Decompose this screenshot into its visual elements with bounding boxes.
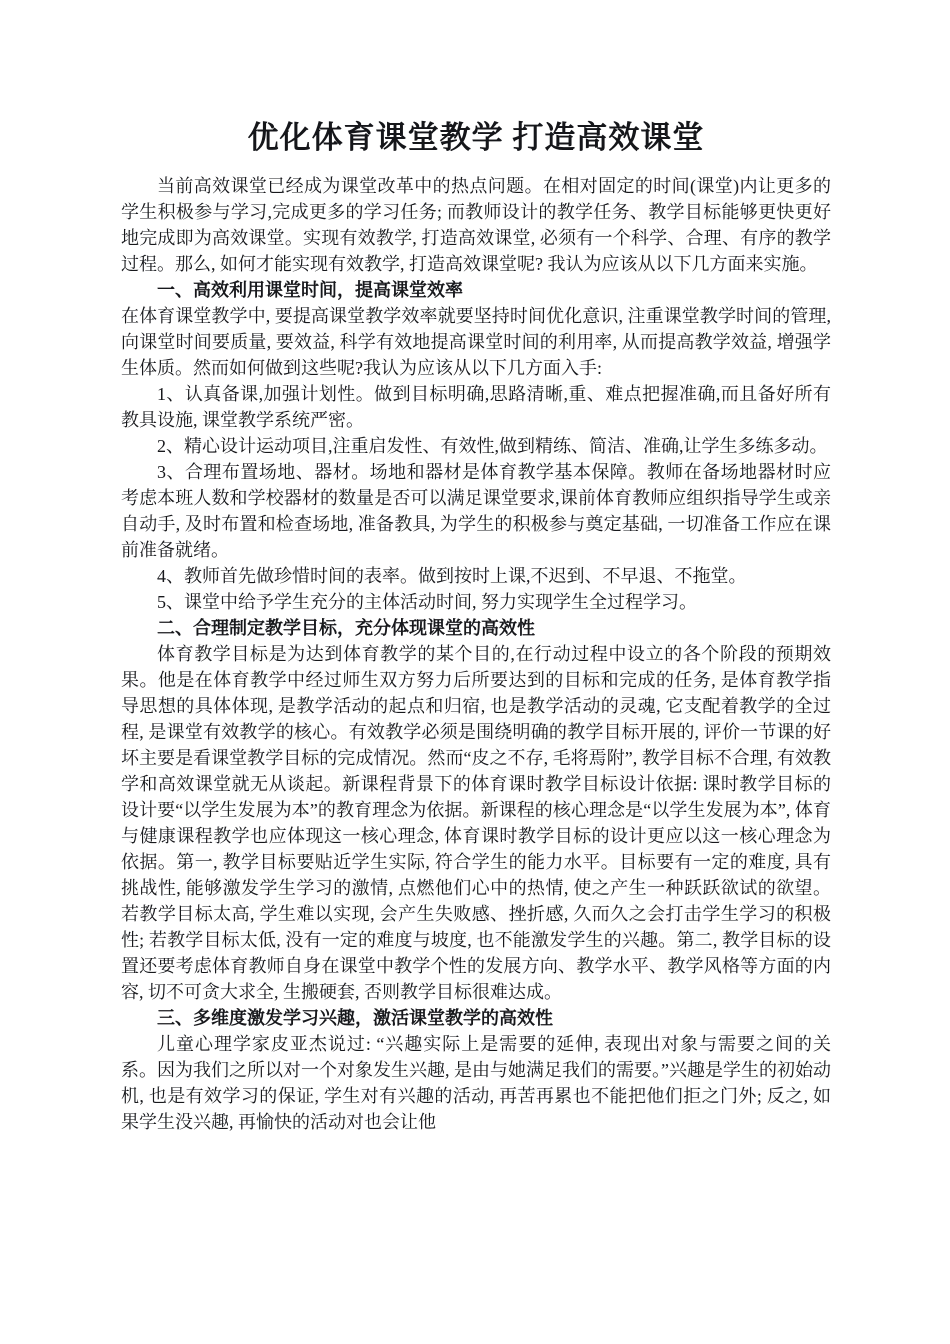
paragraph: 在体育课堂教学中, 要提高课堂教学效率就要坚持时间优化意识, 注重课堂教学时间的管理, 向课堂时间要质量, 要效益, 科学有效地提高课堂时间的利用率, 从而提高教学效益, 增强学生体质。然而如何做到这些呢?我认为应该从以下几方面入手: — [121, 306, 831, 378]
document-body — [121, 173, 831, 1135]
document-title: 优化体育课堂教学 打造高效课堂 — [247, 120, 705, 155]
section-heading: 三、多维度激发学习兴趣，激活课堂教学的高效性 — [157, 1008, 553, 1028]
paragraph: 1、认真备课,加强计划性。做到目标明确,思路清晰,重、难点把握准确,而且备好所有教具设施, 课堂教学系统严密。 — [121, 384, 831, 430]
paragraph: 3、合理布置场地、器材。场地和器材是体育教学基本保障。教师在备场地器材时应考虑本班人数和学校器材的数量是否可以满足课堂要求,课前体育教师应组织指导学生或亲自动手, 及时布置和检查场地, 准备教具, 为学生的积极参与奠定基础, 一切准备工作应在课前准备就绪。 — [121, 462, 831, 560]
paragraph: 儿童心理学家皮亚杰说过: “兴趣实际上是需要的延伸, 表现出对象与需要之间的关系。因为我们之所以对一个对象发生兴趣, 是由与她满足我们的需要。”兴趣是学生的初始动机, 也是有效学习的保证, 学生对有兴趣的活动, 再苦再累也不能把他们拒之门外; 反之, 如果学生没兴趣, 再愉快的活动对也会让他 — [121, 1034, 831, 1132]
paragraph: 5、课堂中给予学生充分的主体活动时间, 努力实现学生全过程学习。 — [157, 592, 697, 612]
section-heading: 一、高效利用课堂时间，提高课堂效率 — [157, 280, 463, 300]
paragraph: 体育教学目标是为达到体育教学的某个目的,在行动过程中设立的各个阶段的预期效果。他是在体育教学中经过师生双方努力后所要达到的目标和完成的任务, 是体育教学指导思想的具体体现, 是教学活动的起点和归宿, 也是教学活动的灵魂, 它支配着教学的全过程, 是课堂有效教学的核心。有效教学必须是围绕明确的教学目标开展的, 评价一节课的好坏主要是看课堂教学目标的完成情况。然而“皮之不存, 毛将焉附”, 教学目标不合理, 有效教学和高效课堂就无从谈起。新课程背景下的体育课时教学目标设计依据: 课时教学目标的设计要“以学生发展为本”的教育理念为依据。新课程的核心理念是“以学生发展为本”, 体育与健康课程教学也应体现这一核心理念, 体育课时教学目标的设计更应以这一核心理念为依据。第一, 教学目标要贴近学生实际, 符合学生的能力水平。目标要有一定的难度, 具有挑战性, 能够激发学生学习的激情, 点燃他们心中的热情, 使之产生一种跃跃欲试的欲望。若教学目标太高, 学生难以实现, 会产生失败感、挫折感, 久而久之会打击学生学习的积极性; 若教学目标太低, 没有一定的难度与坡度, 也不能激发学生的兴趣。第二, 教学目标的设置还要考虑体育教师自身在课堂中教学个性的发展方向、教学水平、教学风格等方面的内容, 切不可贪大求全, 生搬硬套, 否则教学目标很难达成。 — [121, 644, 831, 1002]
paragraph: 2、精心设计运动项目,注重启发性、有效性,做到精练、简洁、准确,让学生多练多动。 — [157, 436, 828, 456]
paragraph: 当前高效课堂已经成为课堂改革中的热点问题。在相对固定的时间(课堂)内让更多的学生积极参与学习,完成更多的学习任务; 而教师设计的教学任务、教学目标能够更快更好地完成即为高效课堂。实现有效教学, 打造高效课堂, 必须有一个科学、合理、有序的教学过程。那么, 如何才能实现有效教学, 打造高效课堂呢? 我认为应该从以下几方面来实施。 — [121, 176, 831, 274]
paragraph: 4、教师首先做珍惜时间的表率。做到按时上课,不迟到、不早退、不拖堂。 — [157, 566, 747, 586]
section-heading: 二、合理制定教学目标，充分体现课堂的高效性 — [157, 618, 535, 638]
